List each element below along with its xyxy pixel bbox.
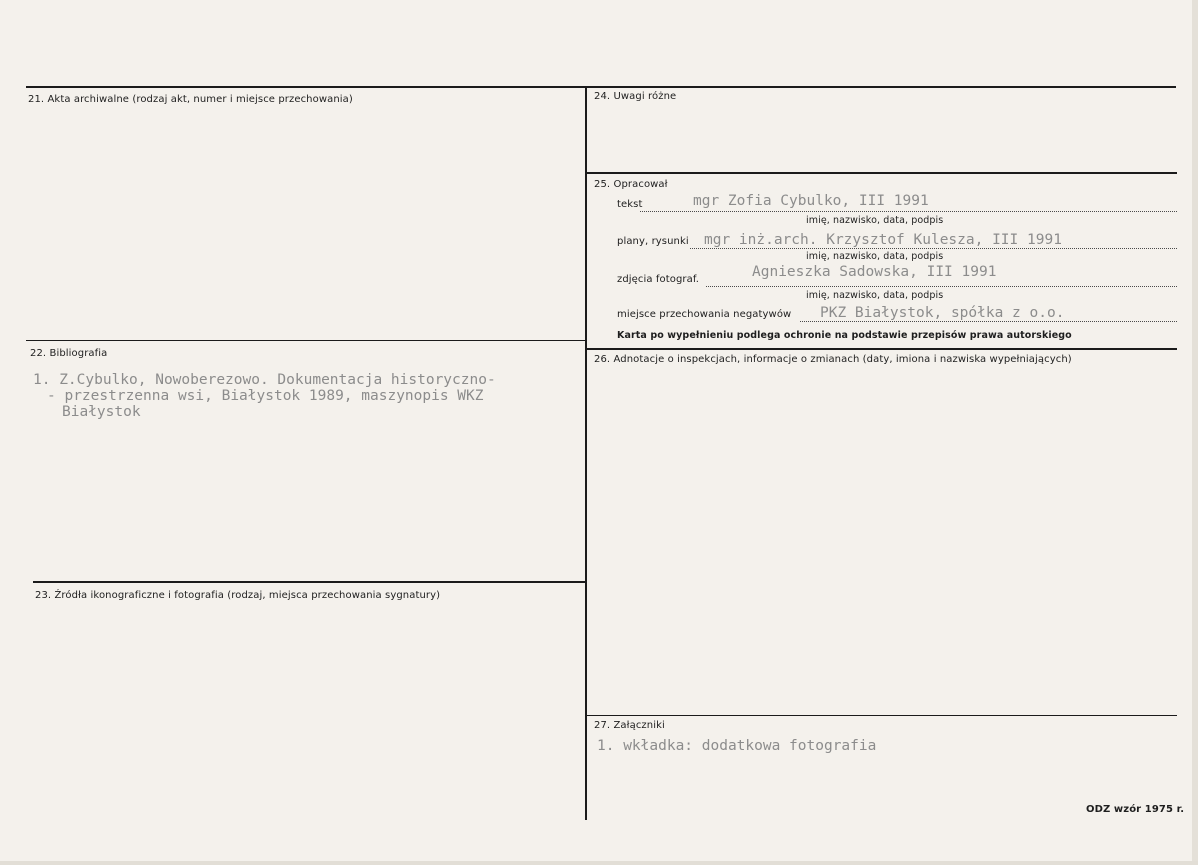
top-rule (26, 86, 1176, 88)
rule-left-22 (26, 340, 585, 341)
plany-dotted-line (690, 248, 1177, 249)
section-21-label: 21. Akta archiwalne (rodzaj akt, numer i miejsce przechowania) (28, 94, 353, 105)
rule-right-26 (587, 348, 1177, 350)
tekst-label: tekst (617, 199, 643, 210)
plany-value: mgr inż.arch. Krzysztof Kulesza, III 1991 (704, 232, 1062, 248)
rule-left-23 (33, 581, 585, 583)
copyright-note: Karta po wypełnieniu podlega ochronie na podstawie przepisów prawa autorskiego (617, 330, 1072, 341)
paper-edge-right (1192, 0, 1198, 865)
zdjecia-value: Agnieszka Sadowska, III 1991 (752, 264, 997, 280)
caption-2: imię, nazwisko, data, podpis (806, 251, 944, 262)
zdjecia-label: zdjęcia fotograf. (617, 274, 700, 285)
bibliography-line-3: Białystok (62, 404, 141, 420)
negatywy-dotted-line (800, 321, 1177, 322)
negatywy-label: miejsce przechowania negatywów (617, 309, 792, 320)
section-25-label: 25. Opracował (594, 179, 668, 190)
attachment-line-1: 1. wkładka: dodatkowa fotografia (597, 738, 877, 754)
tekst-value: mgr Zofia Cybulko, III 1991 (693, 193, 929, 209)
rule-right-25 (587, 172, 1177, 174)
section-27-label: 27. Załączniki (594, 720, 665, 731)
section-22-label: 22. Bibliografia (30, 348, 108, 359)
section-26-label: 26. Adnotacje o inspekcjach, informacje o zmianach (daty, imiona i nazwiska wypełniających) (594, 354, 1072, 365)
section-24-label: 24. Uwagi różne (594, 91, 677, 102)
center-divider (585, 88, 587, 820)
bibliography-line-2: - przestrzenna wsi, Białystok 1989, maszynopis WKZ (47, 388, 484, 404)
rule-right-27 (587, 715, 1177, 716)
caption-3: imię, nazwisko, data, podpis (806, 290, 944, 301)
zdjecia-dotted-line (706, 286, 1177, 287)
plany-label: plany, rysunki (617, 236, 689, 247)
form-id: ODZ wzór 1975 r. (1086, 804, 1185, 815)
section-23-label: 23. Źródła ikonograficzne i fotografia (rodzaj, miejsca przechowania sygnatury) (35, 590, 441, 601)
caption-1: imię, nazwisko, data, podpis (806, 215, 944, 226)
negatywy-value: PKZ Białystok, spółka z o.o. (820, 305, 1065, 321)
paper-edge-bottom (0, 861, 1198, 865)
bibliography-line-1: 1. Z.Cybulko, Nowoberezowo. Dokumentacja historyczno- (33, 372, 496, 388)
tekst-dotted-line (640, 211, 1177, 212)
